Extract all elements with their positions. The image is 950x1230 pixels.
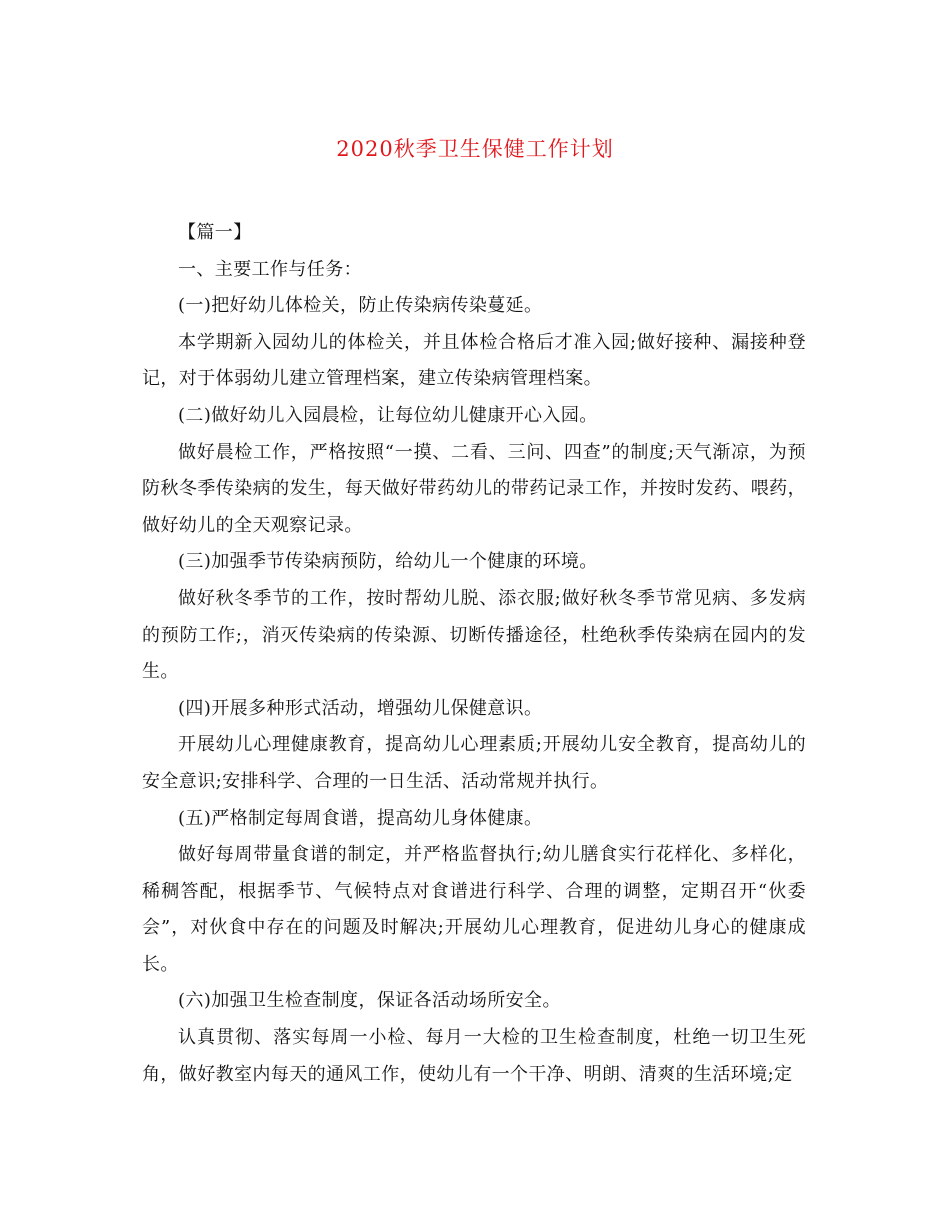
subheading: (五)严格制定每周食谱，提高幼儿身体健康。 [178, 807, 543, 829]
body-paragraph: 做好每周带量食谱的制定，并严格监督执行;幼儿膳食实行花样化、多样化，稀稠答配，根据季节、气候特点对食谱进行科学、合理的调整，定期召开“伙委会”，对伙食中存在的问题及时解决;开展幼儿心理教育，促进幼儿身心的健康成长。 [142, 844, 806, 975]
subheading: (六)加强卫生检查制度，保证各活动场所安全。 [178, 990, 561, 1012]
document-title: 2020秋季卫生保健工作计划 [336, 137, 614, 161]
subheading: (一)把好幼儿体检关，防止传染病传染蔓延。 [178, 295, 543, 317]
subheading: (四)开展多种形式活动，增强幼儿保健意识。 [178, 697, 543, 719]
body-paragraph: 做好秋冬季节的工作，按时帮幼儿脱、添衣服;做好秋冬季节常见病、多发病的预防工作;，消灭传染病的传染源、切断传播途径，杜绝秋季传染病在园内的发生。 [142, 587, 806, 683]
body-paragraph: 开展幼儿心理健康教育，提高幼儿心理素质;开展幼儿安全教育，提高幼儿的安全意识;安排科学、合理的一日生活、活动常规并执行。 [142, 734, 806, 792]
body-paragraph: 本学期新入园幼儿的体检关，并且体检合格后才准入园;做好接种、漏接种登记，对于体弱幼儿建立管理档案，建立传染病管理档案。 [142, 331, 806, 390]
subheading: (三)加强季节传染病预防，给幼儿一个健康的环境。 [178, 551, 598, 573]
subheading: (二)做好幼儿入园晨检，让每位幼儿健康开心入园。 [178, 404, 598, 426]
document-body [142, 215, 806, 1093]
section-heading: 【篇一】 [178, 222, 252, 243]
body-paragraph: 认真贯彻、落实每周一小检、每月一大检的卫生检查制度，杜绝一切卫生死角，做好教室内每天的通风工作，使幼儿有一个干净、明朗、清爽的生活环境;定 [142, 1027, 806, 1085]
chapter-heading: 一、主要工作与任务： [178, 258, 362, 280]
body-paragraph: 做好晨检工作，严格按照“一摸、二看、三问、四查”的制度;天气渐凉，为预防秋冬季传染病的发生，每天做好带药幼儿的带药记录工作，并按时发药、喂药，做好幼儿的全天观察记录。 [142, 441, 806, 536]
